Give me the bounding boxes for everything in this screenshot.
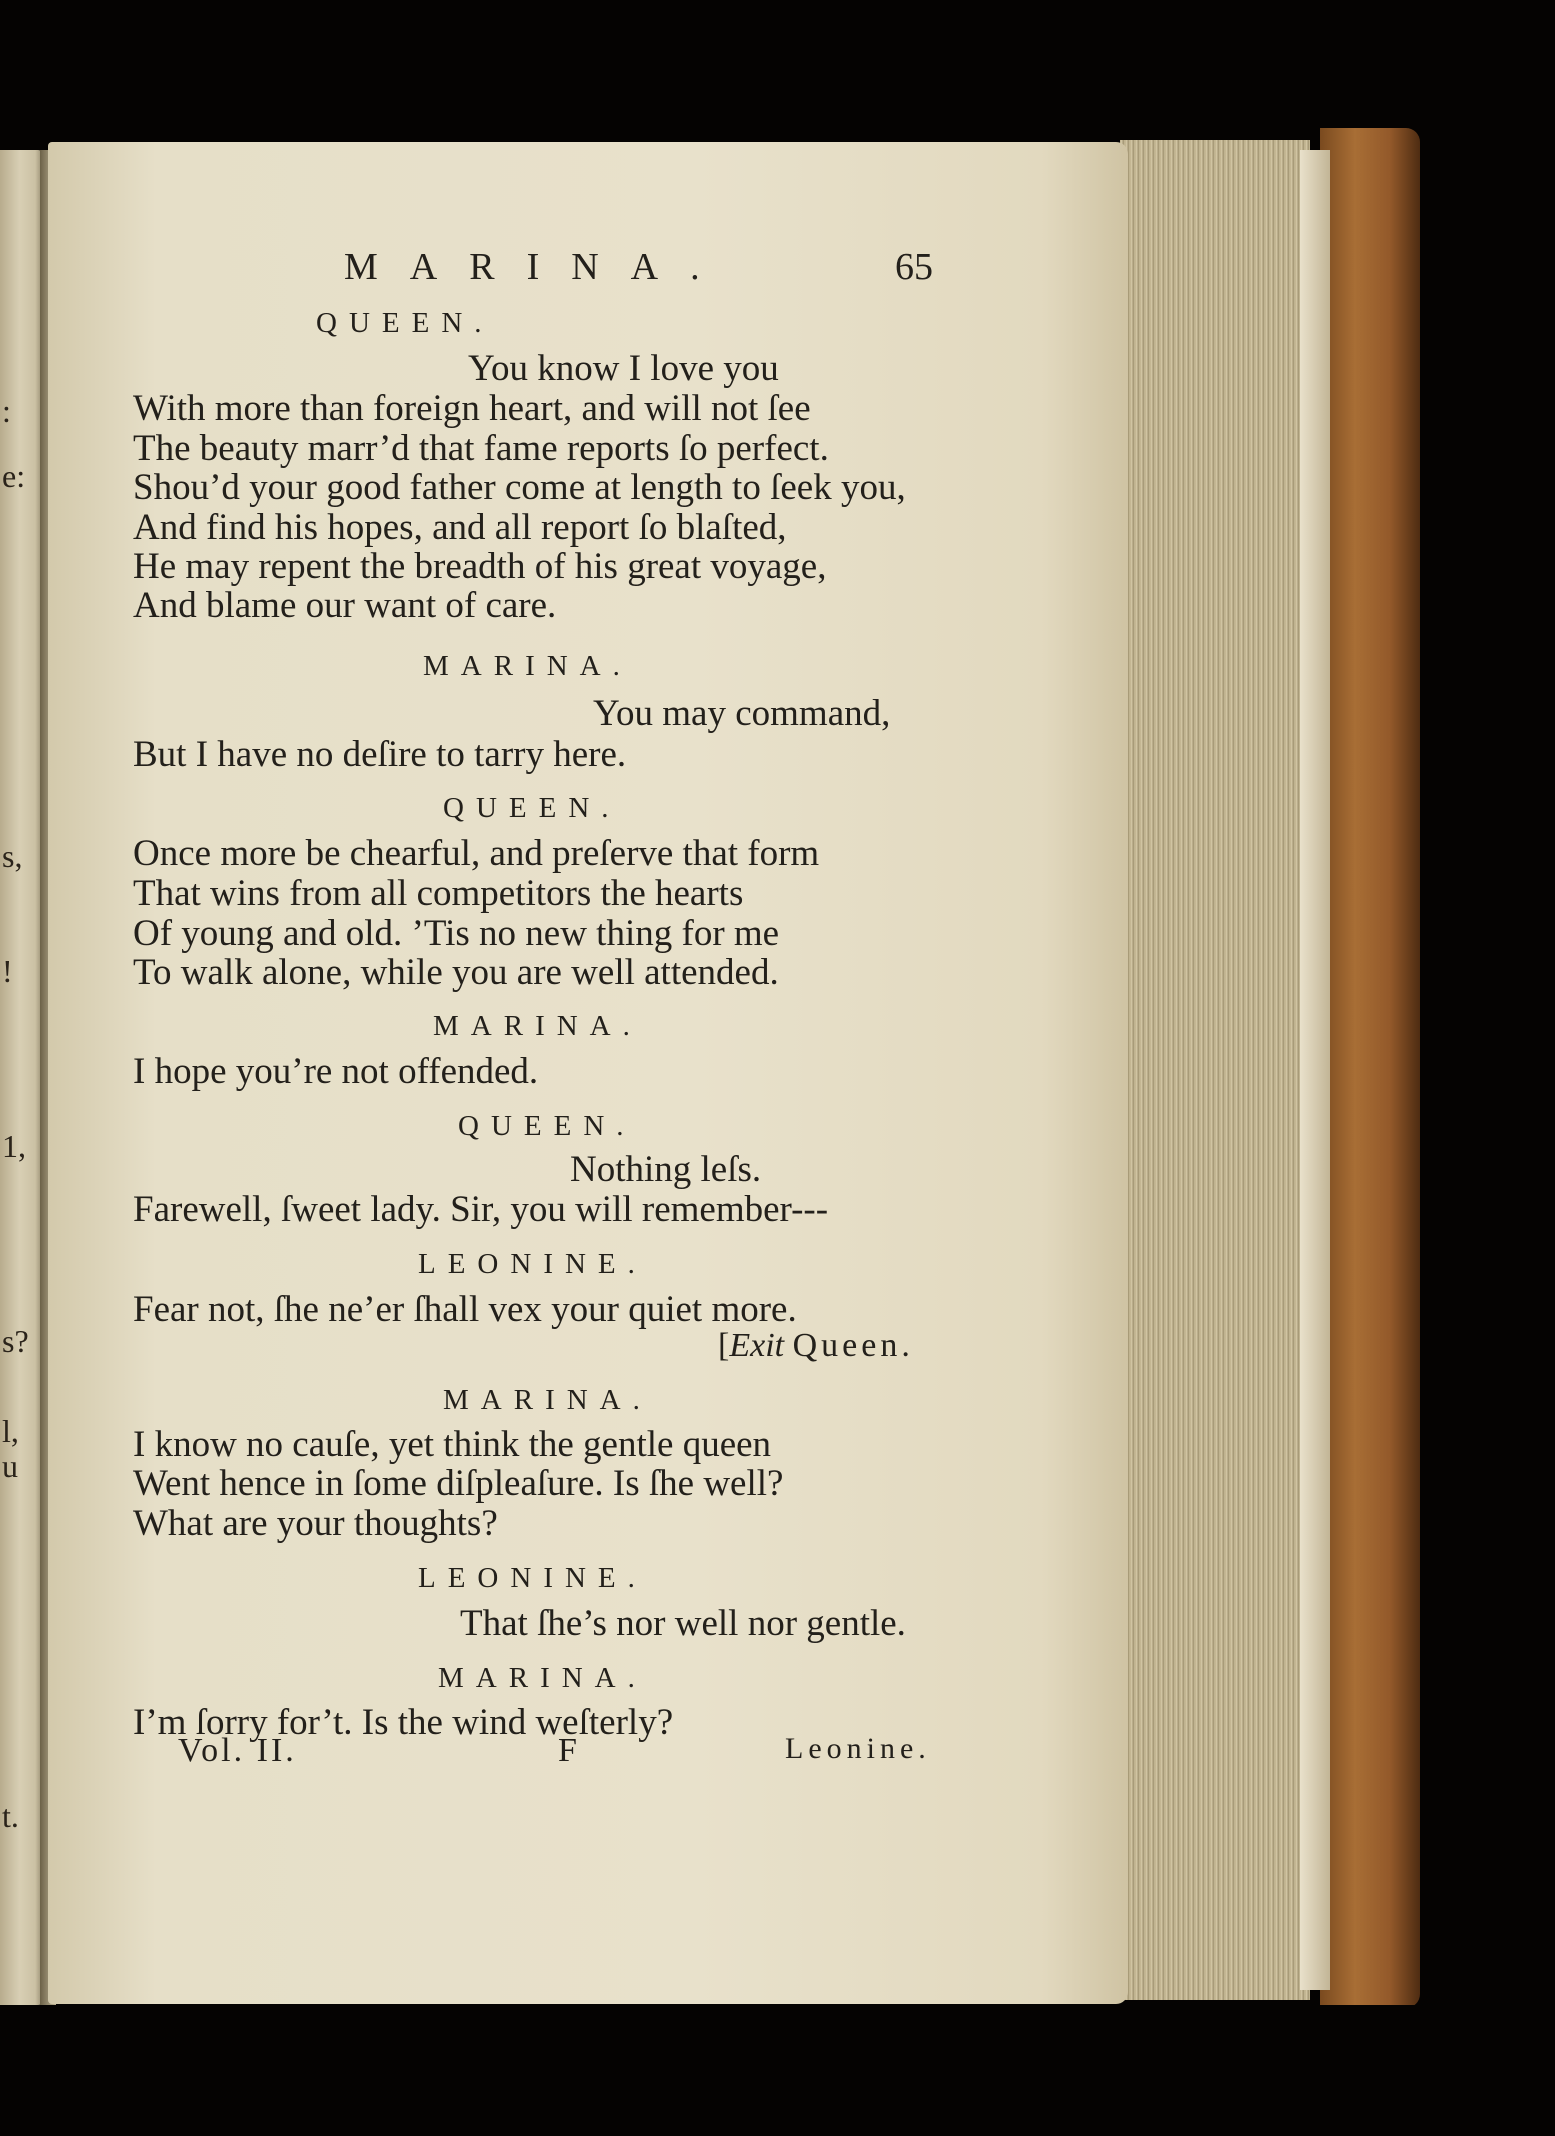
verse-line: Of young and old. ’Tis no new thing for me <box>133 913 780 954</box>
adjacent-page-fragment: s? <box>2 1323 29 1359</box>
adjacent-page-fragment: t. <box>2 1798 19 1834</box>
stage-exit-word: Exit <box>729 1327 793 1364</box>
page-number: 65 <box>895 246 933 288</box>
background-bottom <box>0 2005 1555 2136</box>
page-text <box>48 142 1128 2004</box>
page-footer <box>48 1732 1128 1782</box>
verse-line: Fear not, ſhe ne’er ſhall vex your quiet more. <box>133 1289 797 1330</box>
speaker-name: LEONINE. <box>418 1562 647 1594</box>
speaker-name: MARINA. <box>443 1384 652 1416</box>
speaker-name: MARINA. <box>423 650 632 682</box>
verse-line: And blame our want of care. <box>133 585 557 626</box>
verse-line: I know no cauſe, yet think the gentle queen <box>133 1424 772 1465</box>
verse-line: Shou’d your good father come at length to ſeek you, <box>133 467 906 508</box>
signature-mark: F <box>558 1732 577 1769</box>
speaker-name: QUEEN. <box>443 792 621 824</box>
verse-line: What are your thoughts? <box>133 1503 498 1544</box>
catchword: Leonine. <box>785 1732 931 1765</box>
leather-cover <box>1320 128 1420 2008</box>
page-header <box>48 245 1128 295</box>
adjacent-page-fragment: u <box>2 1448 18 1484</box>
adjacent-page-fragment: ! <box>2 953 13 989</box>
adjacent-page-fragment: s, <box>2 838 23 874</box>
verse-line: To walk alone, while you are well attended. <box>133 952 779 993</box>
volume-label: Vol. II. <box>178 1732 297 1769</box>
verse-line: That wins from all competitors the hearts <box>133 873 744 914</box>
verse-line: Went hence in ſome diſpleaſure. Is ſhe well? <box>133 1463 784 1504</box>
stage-character: Queen. <box>792 1327 914 1364</box>
verse-line: I’m ſorry for’t. Is the wind weſterly? <box>133 1702 674 1743</box>
verse-line: You know I love you <box>468 348 779 389</box>
running-head: MARINA. <box>344 246 732 288</box>
speaker-name: MARINA. <box>438 1662 647 1694</box>
verse-line: That ſhe’s nor well nor gentle. <box>460 1603 906 1644</box>
verse-line: He may repent the breadth of his great voyage, <box>133 546 827 587</box>
verse-line: The beauty marr’d that fame reports ſo perfect. <box>133 428 829 469</box>
speaker-name: LEONINE. <box>418 1248 647 1280</box>
verse-line: But I have no deſire to tarry here. <box>133 734 627 775</box>
verse-line: And find his hopes, and all report ſo blaſted, <box>133 507 787 548</box>
verse-line: With more than foreign heart, and will not ſee <box>133 388 811 429</box>
stage-direction <box>718 1327 914 1365</box>
page-block-edges <box>1120 140 1310 2000</box>
adjacent-page-fragment: e: <box>2 458 26 494</box>
verse-line: You may command, <box>593 693 891 734</box>
speaker-name: QUEEN. <box>458 1110 636 1142</box>
adjacent-page-fragment: : <box>2 393 11 429</box>
verse-line: Once more be chearful, and preſerve that form <box>133 833 820 874</box>
verse-line: Farewell, ſweet lady. Sir, you will remember--- <box>133 1189 829 1230</box>
adjacent-page-fragment: 1, <box>2 1128 26 1164</box>
speaker-name: QUEEN. <box>316 307 494 339</box>
adjacent-page-edge <box>0 150 44 2005</box>
adjacent-page-fragment: l, <box>2 1413 19 1449</box>
speaker-name: MARINA. <box>433 1010 642 1042</box>
verse-line: Nothing leſs. <box>570 1149 762 1190</box>
stage-bracket: [ <box>718 1327 730 1364</box>
page-block-fore-edge <box>1300 150 1330 1990</box>
verse-line: I hope you’re not offended. <box>133 1051 539 1092</box>
